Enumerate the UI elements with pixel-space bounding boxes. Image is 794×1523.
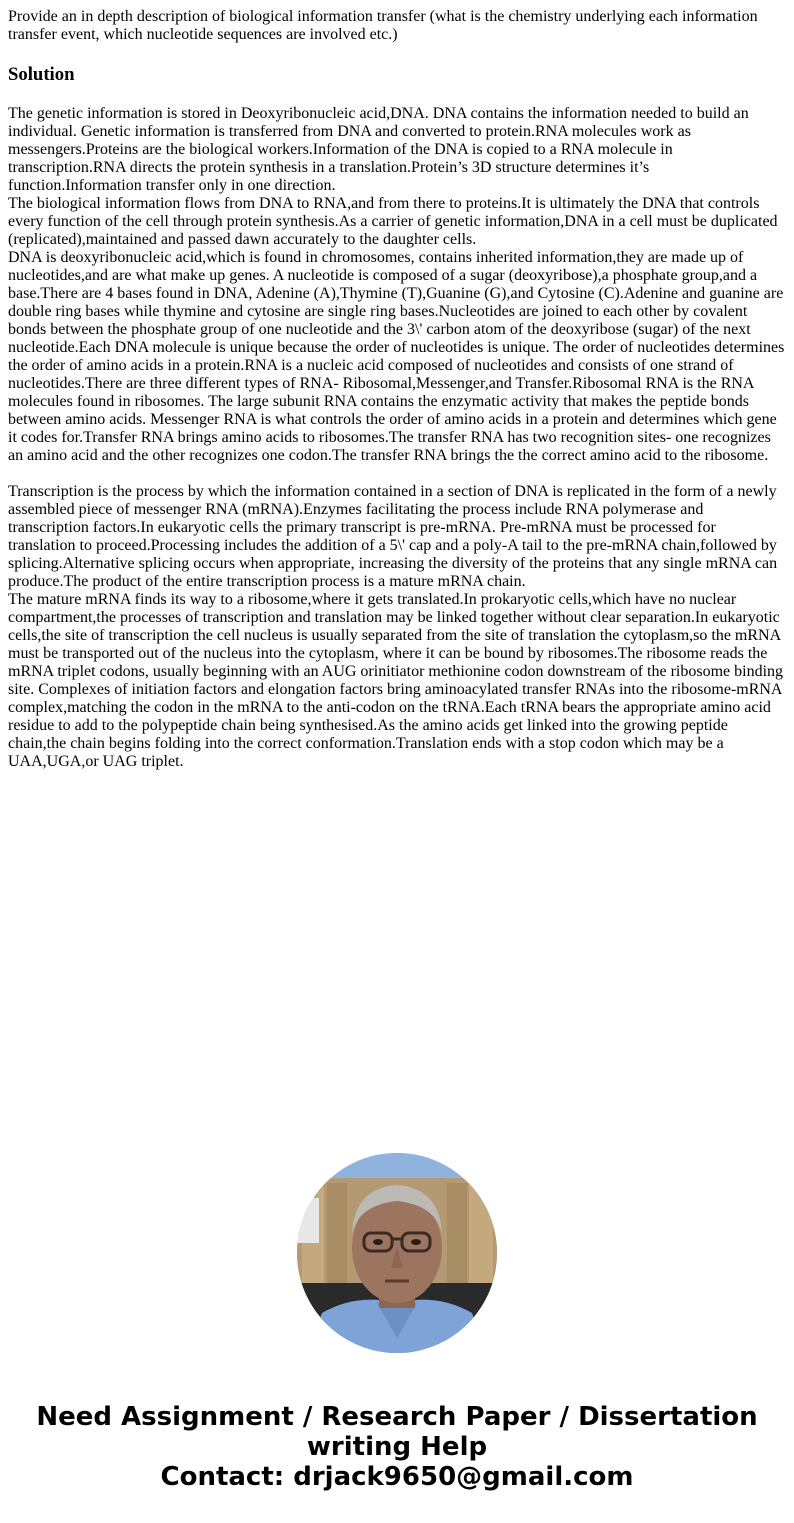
answer-section-overview <box>8 105 786 465</box>
answer-paragraph: Transcription is the process by which the information contained in a section of DNA is replicated in the form of a newly assembled piece of messenger RNA (mRNA).Enzymes facilitating the process include RNA polymerase and transcription factors.In eukaryotic cells the primary transcript is pre-mRNA. Pre-mRNA must be processed for translation to proceed.Processing includes the addition of a 5\' cap and a poly-A tail to the pre-mRNA chain,followed by splicing.Alternative splicing occurs when appropriate, increasing the diversity of the proteins that any single mRNA can produce.The product of the entire transcription process is a mature mRNA chain. <box>8 483 778 590</box>
answer-paragraph: The genetic information is stored in Deoxyribonucleic acid,DNA. DNA contains the information needed to build an individual. Genetic information is transferred from DNA and converted to protein.RNA molecules work as messengers.Proteins are the biological workers.Information of the DNA is copied to a RNA molecule in transcription.RNA directs the protein synthesis in a translation.Protein’s 3D structure determines it’s function.Information transfer only in one direction. <box>8 105 749 194</box>
contact-email: Contact: drjack9650@gmail.com <box>160 1462 634 1492</box>
paragraph-gap <box>8 465 786 483</box>
question-text: Provide an in depth description of biological information transfer (what is the chemistry underlying each information transfer event, which nucleotide sequences are involved etc.) <box>8 8 758 43</box>
answer-paragraph: The biological information flows from DNA to RNA,and from there to proteins.It is ultimately the DNA that controls every function of the cell through protein synthesis.As a carrier of genetic information,DNA in a cell must be duplicated (replicated),maintained and passed dawn accurately to the daughter cells. <box>8 195 778 248</box>
promo-line: Need Assignment / Research Paper / Dissertation <box>36 1402 758 1432</box>
solution-answer <box>8 105 786 771</box>
tutor-photo-icon <box>297 1153 497 1353</box>
solution-heading: Solution <box>8 64 75 85</box>
avatar <box>297 1153 497 1353</box>
answer-paragraph: DNA is deoxyribonucleic acid,which is found in chromosomes, contains inherited information,they are made up of nucleotides,and are what make up genes. A nucleotide is composed of a sugar (deoxyribose),a phosphate group,and a base.There are 4 bases found in DNA, Adenine (A),Thymine (T),Guanine (G),and Cytosine (C).Adenine and guanine are double ring bases while thymine and cytosine are single ring bases.Nucleotides are joined to each other by covalent bonds between the phosphate group of one nucleotide and the 3\' carbon atom of the deoxyribose (sugar) of the next nucleotide.Each DNA molecule is unique because the order of nucleotides is unique. The order of nucleotides determines the order of amino acids in a protein.RNA is a nucleic acid composed of nucleotides and consists of one strand of nucleotides.There are three different types of RNA- Ribosomal,Messenger,and Transfer.Ribosomal RNA is the RNA molecules found in ribosomes. The large subunit RNA contains the enzymatic activity that makes the peptide bonds between amino acids. Messenger RNA is what controls the order of amino acids in a protein and determines which gene it codes for.Transfer RNA brings amino acids to ribosomes.The transfer RNA has two recognition sites- one recognizes an amino acid and the other recognizes one codon.The transfer RNA brings the the correct amino acid to the ribosome. <box>8 249 785 464</box>
answer-paragraph: The mature mRNA finds its way to a ribosome,where it gets translated.In prokaryotic cells,which have no nuclear compartment,the processes of transcription and translation may be linked together without clear separation.In eukaryotic cells,the site of transcription the cell nucleus is usually separated from the site of translation the cytoplasm,so the mRNA must be transported out of the nucleus into the cytoplasm, where it can be bound by ribosomes.The ribosome reads the mRNA triplet codons, usually beginning with an AUG orinitiator methionine codon downstream of the ribosome binding site. Complexes of initiation factors and elongation factors bring aminoacylated transfer RNAs into the ribosome-mRNA complex,matching the codon in the mRNA to the anti-codon on the tRNA.Each tRNA bears the appropriate amino acid residue to add to the polypeptide chain being synthesised.As the amino acids get linked into the growing peptide chain,the chain begins folding into the correct conformation.Translation ends with a stop codon which may be a UAA,UGA,or UAG triplet. <box>8 591 784 770</box>
promo-banner <box>0 1402 794 1492</box>
promo-line: writing Help <box>306 1432 488 1462</box>
document-body <box>8 8 786 771</box>
answer-section-transcription-translation <box>8 483 786 771</box>
